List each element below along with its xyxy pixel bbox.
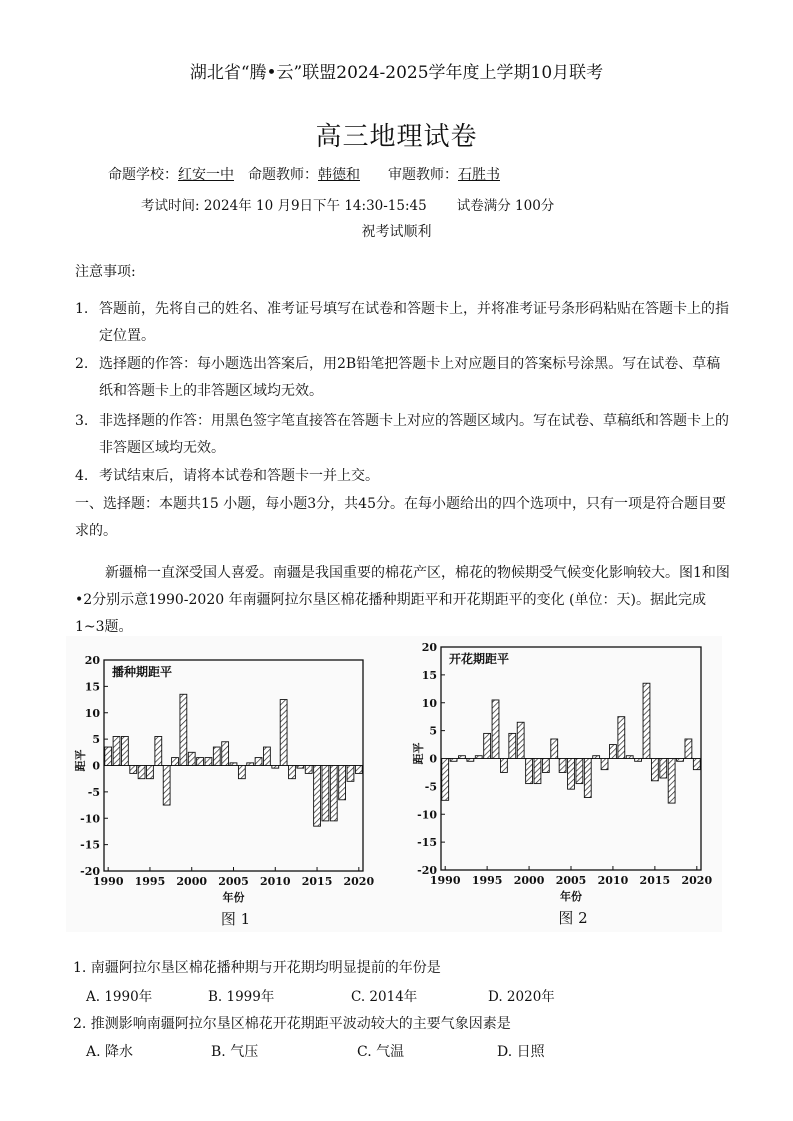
bar [459, 756, 466, 759]
bar [576, 759, 583, 784]
notice-item-number: 1. [75, 301, 89, 317]
y-tick-label: -10 [417, 808, 437, 822]
x-tick-label: 2000 [513, 874, 545, 887]
x-tick-label: 1995 [134, 875, 166, 888]
bar [322, 766, 329, 821]
bar [542, 759, 549, 773]
y-tick-label: 15 [421, 668, 437, 682]
bar [618, 717, 625, 759]
bar [130, 766, 137, 774]
bar [172, 758, 179, 766]
figure-caption: 图 2 [558, 909, 588, 927]
x-tick-label: 2015 [301, 875, 333, 888]
bar [297, 766, 304, 769]
y-tick-label: -5 [87, 785, 100, 799]
notice-item-number: 4. [75, 468, 89, 484]
y-tick-label: 15 [84, 680, 100, 694]
bar [188, 752, 195, 765]
bar [601, 759, 608, 770]
bar [314, 766, 321, 827]
bar [230, 763, 237, 766]
x-tick-label: 2020 [343, 875, 375, 888]
bar [568, 759, 575, 790]
y-tick-label: -15 [80, 838, 100, 852]
section-heading: 一、选择题：本题共15 小题，每小题3分，共45分。在每小题给出的四个选项中，只有一项是符合题目要求的。 [75, 496, 726, 539]
author-name: 韩德和 [318, 167, 360, 183]
x-tick-label: 2005 [555, 874, 587, 887]
bar [263, 747, 270, 765]
y-axis-label: 距平 [74, 749, 87, 772]
bar [509, 733, 516, 758]
bar [626, 756, 633, 759]
y-tick-label: 0 [429, 752, 437, 766]
bar [593, 756, 600, 759]
bar [205, 758, 212, 766]
bar [635, 759, 642, 762]
bar [305, 766, 312, 774]
bar [467, 759, 474, 762]
y-tick-label: 5 [429, 724, 437, 738]
notice-item-text: 考试结束后，请将本试卷和答题卡一并上交。 [99, 468, 379, 484]
full-score: 试卷满分 100分 [456, 198, 555, 214]
bar [197, 758, 204, 766]
y-tick-label: -20 [417, 864, 437, 877]
bar [660, 759, 667, 779]
bar [339, 766, 346, 800]
notice-item [75, 463, 731, 490]
bar [280, 700, 287, 766]
option-d: D. 日照 [497, 1044, 545, 1060]
option-a: A. 降水 [86, 1044, 134, 1060]
notice-heading: 注意事项: [75, 264, 136, 280]
bar [247, 763, 254, 766]
school-label: 命题学校： [108, 167, 178, 183]
y-tick-label: -5 [424, 780, 437, 794]
bar [643, 683, 650, 758]
bar [526, 759, 533, 784]
y-tick-label: 5 [92, 733, 100, 747]
option-c: C. 气温 [357, 1044, 405, 1060]
bar [105, 747, 112, 765]
y-tick-label: 10 [421, 696, 437, 710]
bar [147, 766, 154, 779]
option-c: C. 2014年 [351, 989, 418, 1005]
bar [584, 759, 591, 798]
figure-panel [66, 636, 722, 932]
bar [222, 742, 229, 766]
authorship-line [108, 164, 500, 184]
bar [651, 759, 658, 781]
y-tick-label: 10 [84, 706, 100, 720]
bar [238, 766, 245, 779]
author-label: 命题教师： [248, 167, 318, 183]
sowing-anomaly-chart [73, 654, 374, 928]
notice-item-number: 3. [75, 413, 89, 429]
y-axis-label: 距平 [412, 742, 425, 765]
figure-svg [66, 636, 722, 932]
bar [442, 759, 449, 801]
option-b: B. 1999年 [208, 989, 275, 1005]
notice-item [75, 296, 731, 350]
bar [121, 736, 128, 765]
y-tick-label: 0 [92, 759, 100, 773]
y-tick-label: 20 [84, 654, 100, 667]
flowering-anomaly-chart [411, 641, 712, 927]
notice-item [75, 351, 731, 405]
figure-caption: 图 1 [220, 910, 251, 928]
x-axis-label: 年份 [222, 891, 245, 904]
bar [213, 747, 220, 765]
bar [534, 759, 541, 784]
bar [492, 700, 499, 759]
chart-title: 开花期距平 [449, 652, 510, 666]
y-tick-label: 20 [421, 641, 437, 654]
bar [500, 759, 507, 773]
bar [677, 759, 684, 762]
bar [609, 745, 616, 759]
x-tick-label: 2010 [259, 875, 291, 888]
question-stem: 2. 推测影响南疆阿拉尔垦区棉花开花期距平波动较大的主要气象因素是 [73, 1016, 511, 1032]
good-luck-text: 祝考试顺利 [361, 224, 432, 240]
reading-passage: 新疆棉一直深受国人喜爱。南疆是我国重要的棉花产区，棉花的物候期受气候变化影响较大。图1和图•2分别示意1990-2020 年南疆阿拉尔垦区棉花播种期距平和开花期距平的变化 (单位：天)。据此完成1~3题。 [75, 565, 730, 635]
notice-item-text: 答题前，先将自己的姓名、准考证号填写在试卷和答题卡上，并将准考证号条形码粘贴在答题卡上的指定位置。 [99, 301, 729, 344]
notice-item-text: 非选择题的作答：用黑色签字笔直接答在答题卡上对应的答题区域内。写在试卷、草稿纸和答题卡上的非答题区域均无效。 [99, 413, 729, 456]
bar [484, 733, 491, 758]
reviewer-label: 审题教师： [388, 167, 458, 183]
bar [155, 736, 162, 765]
x-tick-label: 1995 [471, 874, 503, 887]
x-tick-label: 2015 [639, 874, 671, 887]
reviewer-name: 石胜书 [458, 167, 500, 183]
bar [255, 758, 262, 766]
bar [355, 766, 362, 774]
bar [668, 759, 675, 804]
bar [330, 766, 337, 821]
y-tick-label: -20 [80, 865, 100, 878]
notice-item [75, 408, 731, 462]
option-b: B. 气压 [211, 1044, 259, 1060]
bar [138, 766, 145, 779]
top-title: 湖北省“腾•云”联盟2024-2025学年度上学期10月联考 [189, 63, 604, 83]
bar [685, 739, 692, 759]
bar [559, 759, 566, 773]
chart-title: 播种期距平 [112, 665, 173, 679]
bar [693, 759, 700, 770]
bar [272, 766, 279, 769]
notice-item-text: 选择题的作答：每小题选出答案后，用2B铅笔把答题卡上对应题目的答案标号涂黑。写在试卷、草稿纸和答题卡上的非答题区域均无效。 [99, 356, 721, 399]
bar [475, 756, 482, 759]
bar [163, 766, 170, 806]
option-d: D. 2020年 [488, 989, 555, 1005]
y-tick-label: -15 [417, 836, 437, 850]
question-stem: 1. 南疆阿拉尔垦区棉花播种期与开花期均明显提前的年份是 [73, 960, 441, 976]
school-name: 红安一中 [178, 167, 234, 183]
x-tick-label: 2020 [681, 874, 713, 887]
exam-info-line [141, 194, 554, 214]
bar [450, 759, 457, 762]
bar [517, 722, 524, 758]
bar [347, 766, 354, 782]
exam-time: 考试时间: 2024年 10 月9日下午 14:30-15:45 [141, 198, 427, 214]
x-axis-label: 年份 [560, 890, 582, 903]
x-tick-label: 2010 [597, 874, 629, 887]
x-tick-label: 2000 [176, 875, 208, 888]
x-tick-label: 2005 [218, 875, 249, 888]
bar [180, 694, 187, 765]
bar [289, 766, 296, 779]
y-tick-label: -10 [80, 812, 100, 826]
notice-item-number: 2. [75, 356, 89, 372]
bar [551, 739, 558, 759]
x-tick-label: 1990 [92, 875, 124, 888]
x-tick-label: 1990 [429, 874, 461, 887]
option-a: A. 1990年 [86, 989, 153, 1005]
bar [113, 736, 120, 765]
page-title: 高三地理试卷 [315, 122, 478, 152]
